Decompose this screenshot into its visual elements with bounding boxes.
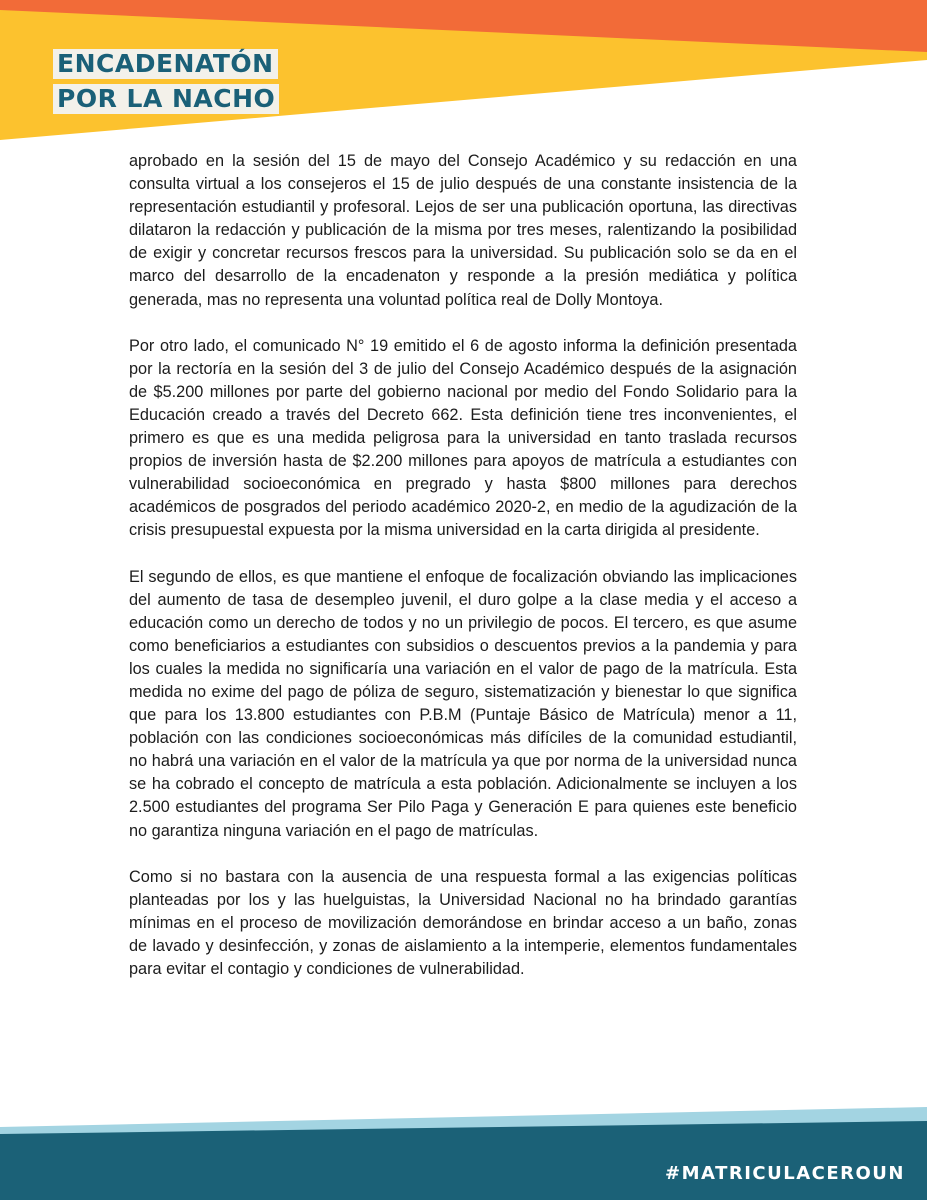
document-body	[129, 150, 797, 1004]
logo-line-2: POR LA NACHO	[53, 84, 279, 114]
body-paragraph: Como si no bastara con la ausencia de una respuesta formal a las exigencias políticas planteadas por los y las huelguistas, la Universidad Nacional no ha brindado garantías mínimas en el proceso de movilización demorándose en brindar acceso a un baño, zonas de lavado y desinfección, y zonas de aislamiento a la intemperie, elementos fundamentales para evitar el contagio y condiciones de vulnerabilidad.	[129, 867, 797, 978]
encadenaton-logo	[53, 49, 279, 114]
body-paragraph: aprobado en la sesión del 15 de mayo del Consejo Académico y su redacción en una consulta virtual a los consejeros el 15 de julio después de una constante insistencia de la representación estudiantil y profesoral. Lejos de ser una publicación oportuna, las directivas dilataron la redacción y publicación de la misma por tres meses, ralentizando la posibilidad de exigir y concretar recursos frescos para la universidad. Su publicación solo se da en el marco del desarrollo de la encadenaton y responde a la presión mediática y política generada, mas no representa una voluntad política real de Dolly Montoya.	[129, 152, 797, 309]
body-paragraph: El segundo de ellos, es que mantiene el enfoque de focalización obviando las implicaciones del aumento de tasa de desempleo juvenil, el duro golpe a la clase media y el acceso a educación como un derecho de todos y no un privilegio de pocos. El tercero, es que asume como beneficiarios a estudiantes con subsidios o descuentos previos a la pandemia y para los cuales la medida no significaría una variación en el valor de pago de la matrícula. Esta medida no exime del pago de póliza de seguro, sistematización y bienestar lo que significa que para los 13.800 estudiantes con P.B.M (Puntaje Básico de Matrícula) menor a 11, población con las condiciones socioeconómicas más difíciles de la comunidad estudiantil, no habrá una variación en el valor de la matrícula ya que por norma de la universidad nunca se ha cobrado el concepto de matrícula a esta población. Adicionalmente se incluyen a los 2.500 estudiantes del programa Ser Pilo Paga y Generación E para quienes este beneficio no garantiza ninguna variación en el pago de matrículas.	[129, 567, 797, 840]
footer-banner	[0, 1105, 927, 1200]
hashtag-matriculaceroun: #MATRICULACEROUN	[665, 1163, 905, 1184]
body-paragraph: Por otro lado, el comunicado N° 19 emitido el 6 de agosto informa la definición presentada por la rectoría en la sesión del 3 de julio del Consejo Académico después de la asignación de $5.200 millones por parte del gobierno nacional por medio del Fondo Solidario para la Educación creado a través del Decreto 662. Esta definición tiene tres inconvenientes, el primero es que es una medida peligrosa para la universidad en tanto traslada recursos propios de inversión hasta de $2.200 millones para apoyos de matrícula a estudiantes con vulnerabilidad socioeconómica en pregrado y hasta $800 millones para derechos académicos de posgrados del periodo académico 2020-2, en medio de la agudización de la crisis presupuestal expuesta por la misma universidad en la carta dirigida al presidente.	[129, 336, 797, 540]
logo-line-1: ENCADENATÓN	[53, 49, 278, 79]
footer-teal-band	[0, 1121, 927, 1200]
